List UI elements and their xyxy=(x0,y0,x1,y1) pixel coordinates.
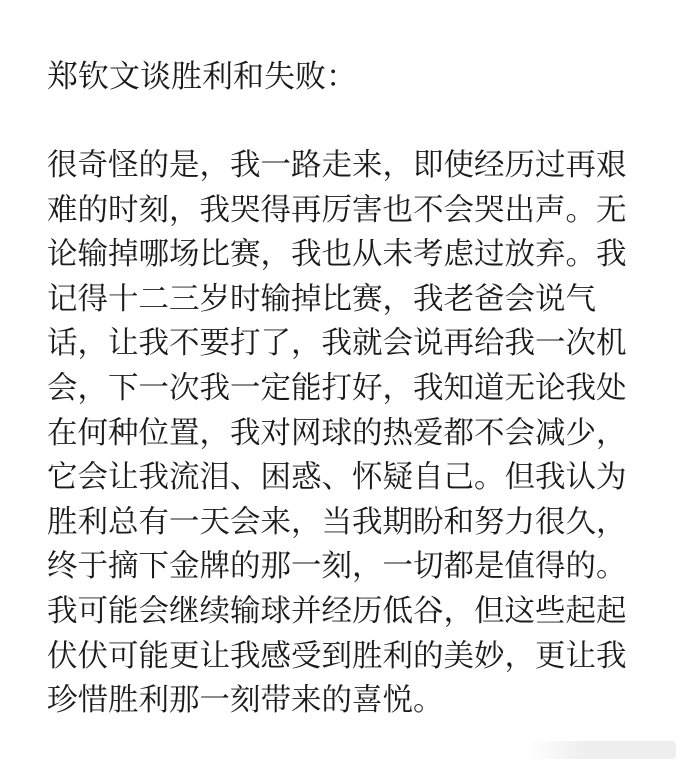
body-line: 记得十二三岁时输掉比赛，我老爸会说气 xyxy=(47,281,596,317)
body-line: 话，让我不要打了，我就会说再给我一次机 xyxy=(47,326,627,362)
body-line: 它会让我流泪、困惑、怀疑自己。但我认为 xyxy=(47,460,627,496)
document-body xyxy=(47,144,647,724)
body-line: 胜利总有一天会来，当我期盼和努力很久， xyxy=(47,504,627,540)
document-title: 郑钦文谈胜利和失败： xyxy=(47,59,357,95)
body-line: 很奇怪的是，我一路走来，即使经历过再艰 xyxy=(47,148,627,183)
body-line: 我可能会继续输球并经历低谷，但这些起起 xyxy=(47,593,627,629)
body-line: 会，下一次我一定能打好，我知道无论我处 xyxy=(47,370,627,406)
watermark xyxy=(526,741,676,759)
body-line: 论输掉哪场比赛，我也从未考虑过放弃。我 xyxy=(47,237,627,273)
body-line: 珍惜胜利那一刻带来的喜悦。 xyxy=(47,683,444,719)
body-line: 难的时刻，我哭得再厉害也不会哭出声。无 xyxy=(47,192,627,228)
body-line: 伏伏可能更让我感受到胜利的美妙，更让我 xyxy=(47,638,627,674)
body-line: 终于摘下金牌的那一刻，一切都是值得的。 xyxy=(47,549,627,585)
body-line: 在何种位置，我对网球的热爱都不会减少， xyxy=(47,415,627,451)
